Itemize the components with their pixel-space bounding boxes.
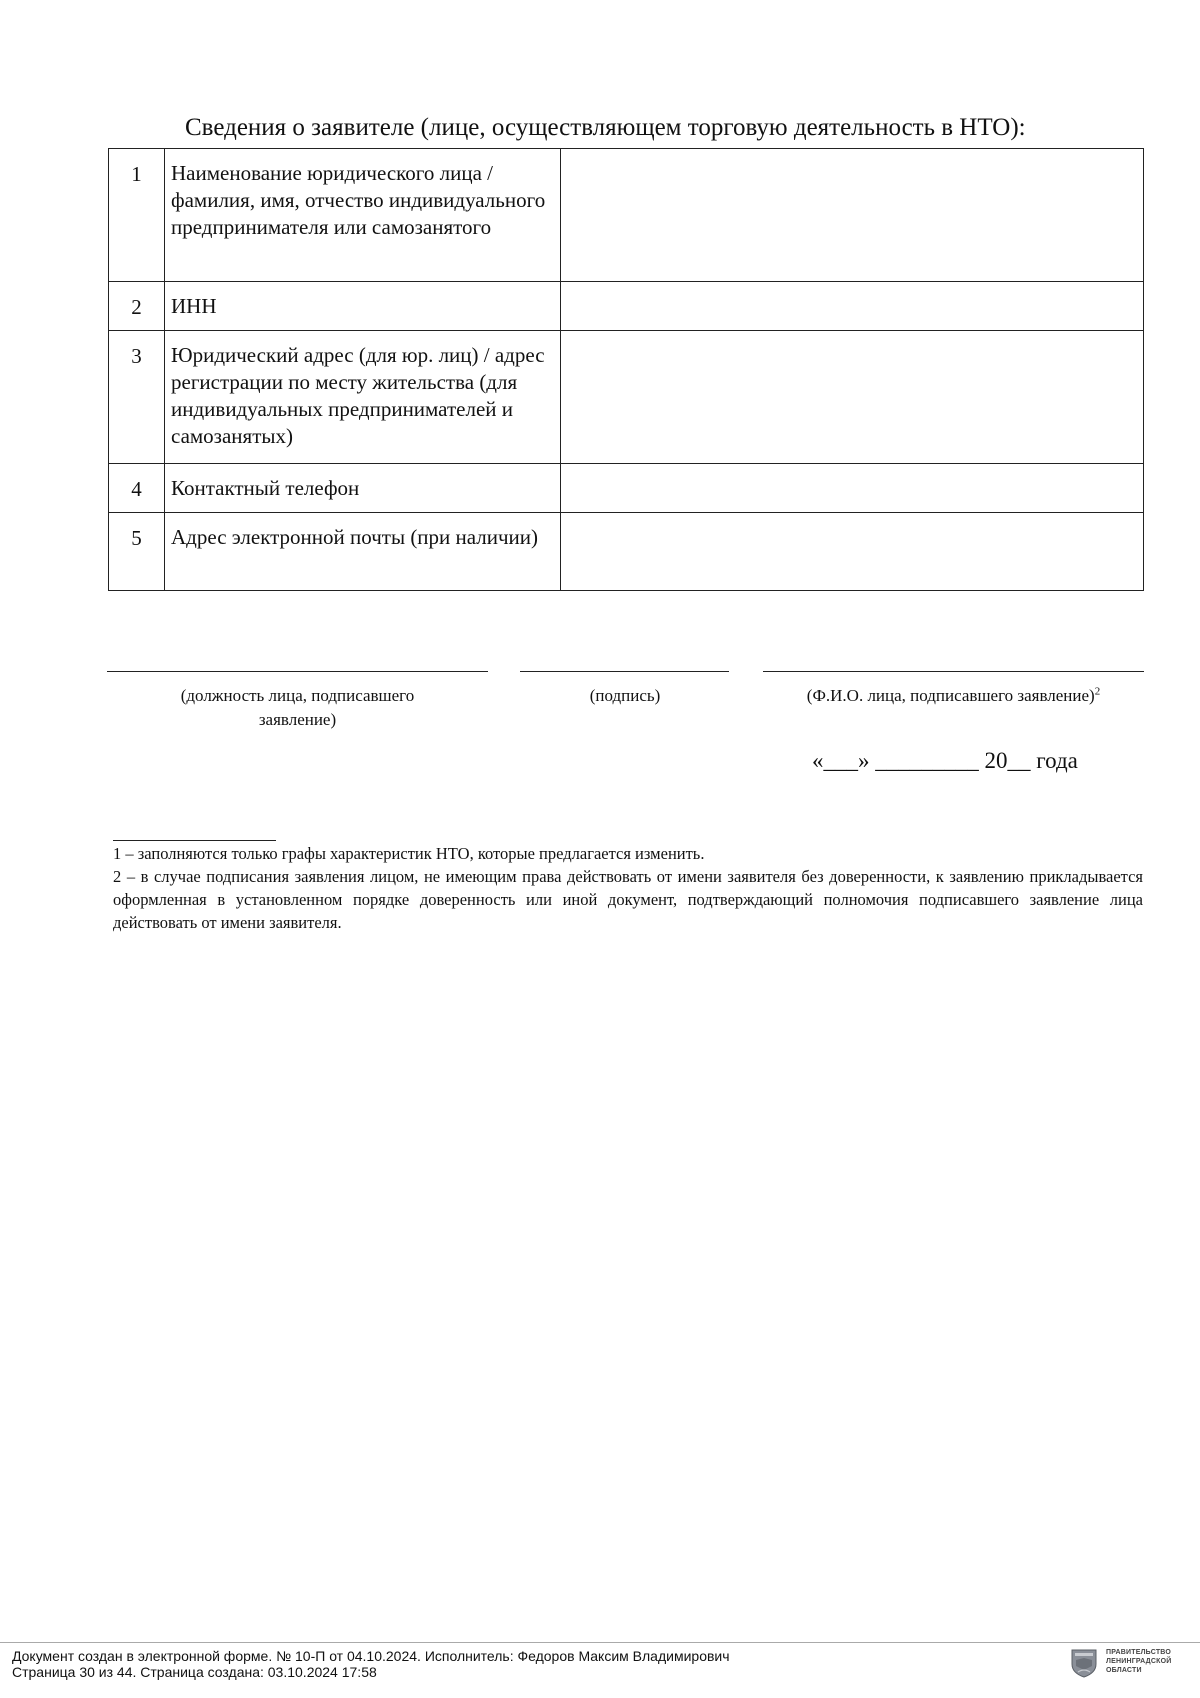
footnote-2: 2 – в случае подписания заявления лицом, не имеющим права действовать от имени заявителя без доверенности, к заявлению прикладывается оформленная в установленном порядке доверенность или иной документ, подтверждающий полномочия подписавшего заявление лица действовать от имени заявителя.: [113, 867, 1143, 932]
row-value-field[interactable]: [561, 149, 1144, 282]
row-label: Адрес электронной почты (при наличии): [165, 513, 561, 591]
row-value-field[interactable]: [561, 331, 1144, 464]
row-number: 1: [109, 149, 165, 282]
table-row: [109, 513, 1144, 591]
footnote-1: 1 – заполняются только графы характеристик НТО, которые предлагается изменить.: [113, 844, 705, 863]
row-value-field[interactable]: [561, 464, 1144, 513]
table-row: [109, 331, 1144, 464]
date-line[interactable]: «___» _________ 20__ года: [812, 748, 1078, 773]
applicant-info-table: [108, 148, 1144, 591]
table-row: [109, 149, 1144, 282]
signature-line[interactable]: [520, 671, 729, 672]
section-heading: Сведения о заявителе (лице, осуществляющем торговую деятельность в НТО):: [185, 114, 1026, 141]
row-value-field[interactable]: [561, 513, 1144, 591]
name-caption-wrap: [763, 684, 1144, 708]
row-label: Контактный телефон: [165, 464, 561, 513]
logo-text-line: ЛЕНИНГРАДСКОЙ: [1106, 1658, 1172, 1665]
footnote-mark: 2: [1094, 685, 1101, 698]
position-signature-line[interactable]: [107, 671, 488, 672]
signature-caption: (подпись): [589, 686, 661, 705]
government-logo-text: [1106, 1648, 1171, 1675]
row-label: Наименование юридического лица / фамилия, имя, отчество индивидуального предпринимателя или самозанятого: [165, 149, 561, 282]
row-label: ИНН: [165, 282, 561, 331]
footer-divider: [0, 1642, 1200, 1643]
footer-line-1: Документ создан в электронной форме. № 10-П от 04.10.2024. Исполнитель: Федоров Максим Владимирович: [12, 1648, 730, 1664]
row-number: 5: [109, 513, 165, 591]
position-caption: (должность лица, подписавшего заявление): [180, 686, 415, 729]
name-caption: (Ф.И.О. лица, подписавшего заявление): [806, 686, 1095, 705]
document-footer: [12, 1648, 730, 1680]
row-number: 3: [109, 331, 165, 464]
row-value-field[interactable]: [561, 282, 1144, 331]
row-number: 4: [109, 464, 165, 513]
table-row: [109, 464, 1144, 513]
coat-of-arms-icon: [1070, 1648, 1098, 1678]
row-label: Юридический адрес (для юр. лиц) / адрес регистрации по месту жительства (для индивидуальных предпринимателей и самозанятых): [165, 331, 561, 464]
name-signature-line[interactable]: [763, 671, 1144, 672]
table-row: [109, 282, 1144, 331]
logo-text-line: ПРАВИТЕЛЬСТВО: [1106, 1649, 1172, 1656]
footnotes: [113, 842, 1143, 934]
footer-line-2: Страница 30 из 44. Страница создана: 03.10.2024 17:58: [12, 1664, 377, 1680]
footnote-divider: [113, 840, 276, 841]
logo-text-line: ОБЛАСТИ: [1106, 1667, 1142, 1674]
row-number: 2: [109, 282, 165, 331]
